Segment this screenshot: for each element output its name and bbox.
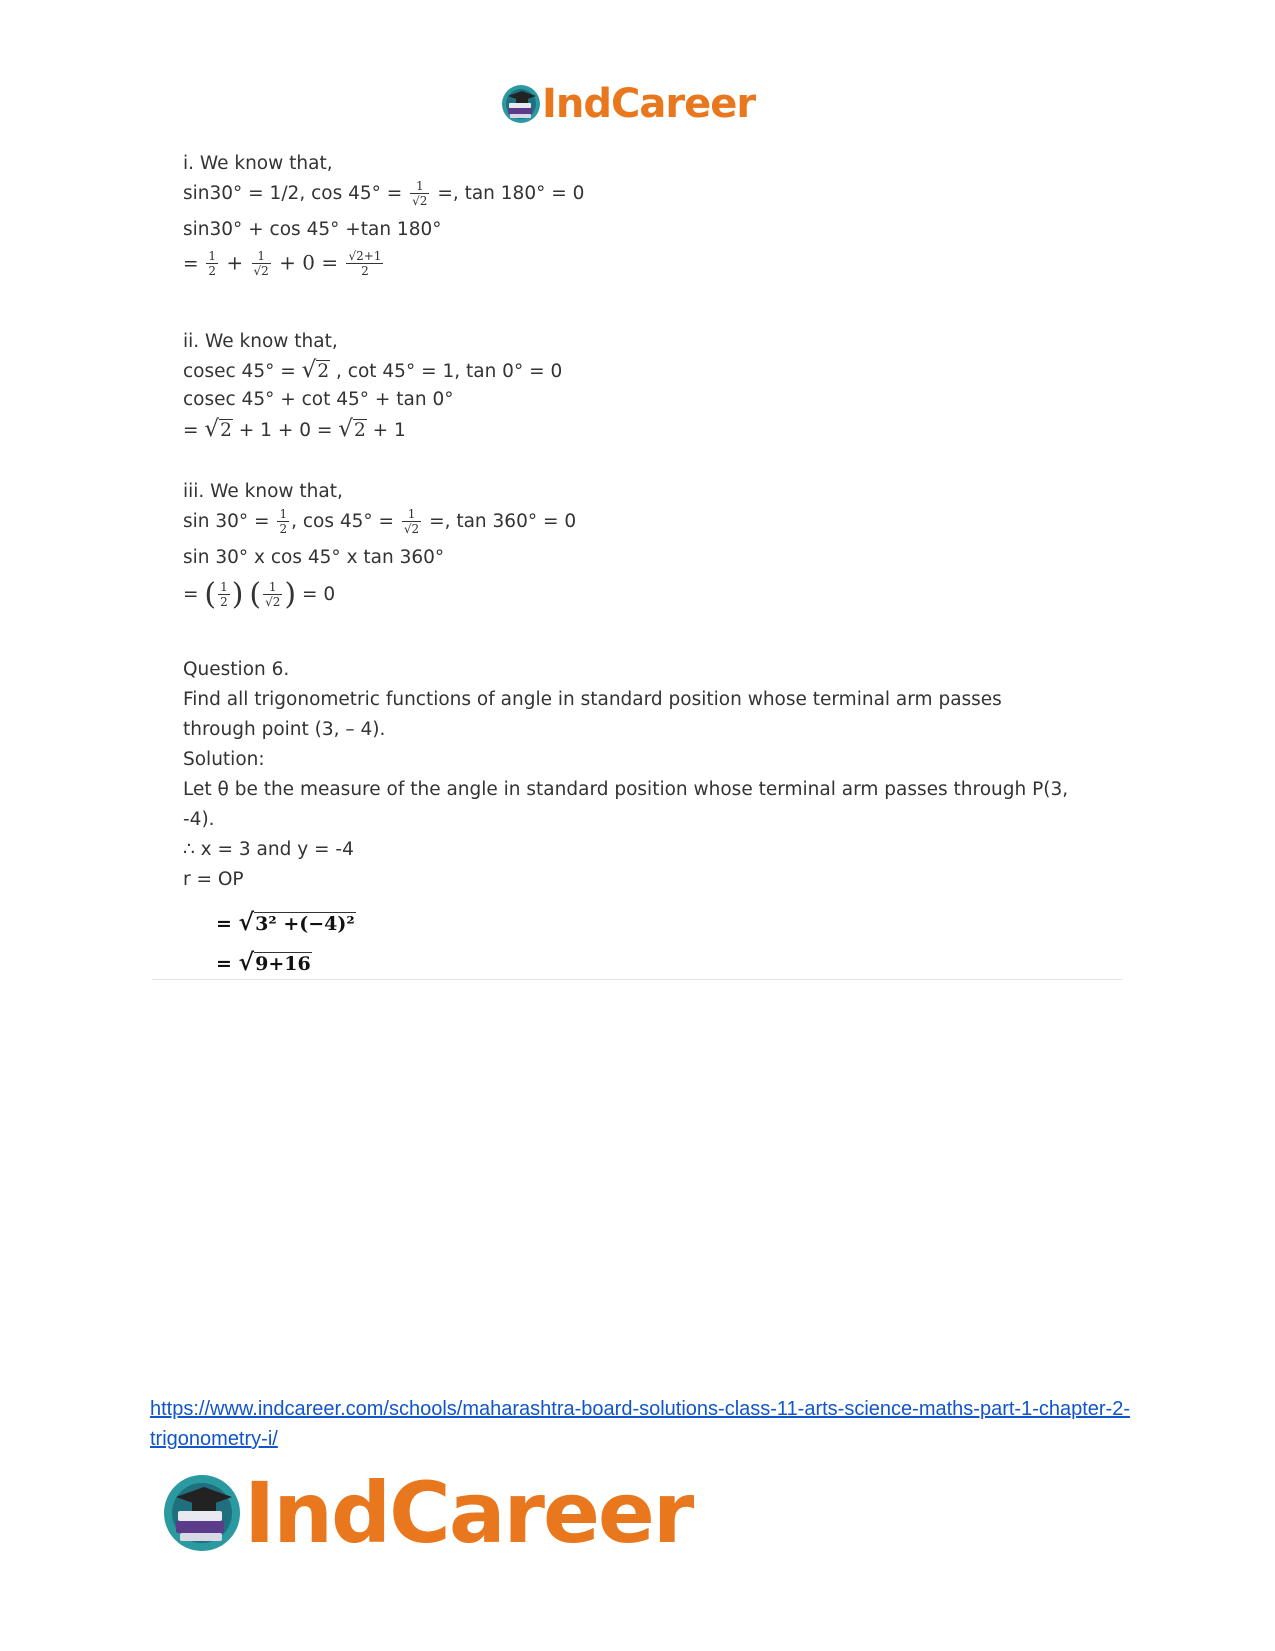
fraction: $\frac{1}{√2}$ [412,179,428,208]
logo-wordmark: IndCareer [542,81,756,127]
solution-line-1: Let θ be the measure of the angle in standard position whose terminal arm passes through P(3, [183,779,1069,800]
part-iii-expression: sin 30° x cos 45° x tan 360° [183,547,445,568]
part-iii-heading: iii. We know that, [183,481,343,502]
question-text-line-1: Find all trigonometric functions of angle in standard position whose terminal arm passes [183,689,1002,710]
solution-label: Solution: [183,749,265,770]
part-ii-values: cosec 45° = √2 , cot 45° = 1, tan 0° = 0 [183,357,563,383]
part-i-expression: sin30° + cos 45° +tan 180° [183,219,442,240]
part-ii-result: = √2 + 1 + 0 = √2 + 1 [183,416,406,442]
part-iii-values: sin 30° = $\frac{1}{2}$ , cos 45° = $\frac{1}{√2}$ =, tan 360° = 0 [183,507,577,536]
part-ii-heading: ii. We know that, [183,331,338,352]
part-i-result: = $\frac{1}{2}$ + $\frac{1}{√2}$ + 0 = $\frac{√2+1}{2}$ [183,249,382,278]
solution-step-1: = √3² +(−4)² [216,908,355,936]
header-logo [500,80,755,128]
logo-wordmark: IndCareer [244,1464,693,1562]
part-ii-expression: cosec 45° + cot 45° + tan 0° [183,389,454,410]
graduation-cap-books-icon [160,1471,244,1555]
part-i-values: sin30° = 1/2, cos 45° = $\frac{1}{√2}$ =, tan 180° = 0 [183,179,585,208]
solution-line-2: -4). [183,809,215,830]
solution-line-3: ∴ x = 3 and y = -4 [183,839,354,860]
part-i-heading: i. We know that, [183,153,333,174]
question-title: Question 6. [183,659,290,680]
part-iii-result: = ( $\frac{1}{2}$ ) ( $\frac{1}{√2}$ ) = 0 [183,577,336,612]
footer-logo [160,1464,693,1562]
solution-line-4: r = OP [183,869,244,890]
graduation-cap-books-icon [500,83,542,125]
source-url-link[interactable]: https://www.indcareer.com/schools/maharashtra-board-solutions-class-11-arts-science-maths-part-1-chapter-2-trigonometry-i/ [150,1398,1130,1450]
question-text-line-2: through point (3, – 4). [183,719,386,740]
content-divider [152,979,1122,980]
solution-step-2: = √9+16 [216,948,311,976]
